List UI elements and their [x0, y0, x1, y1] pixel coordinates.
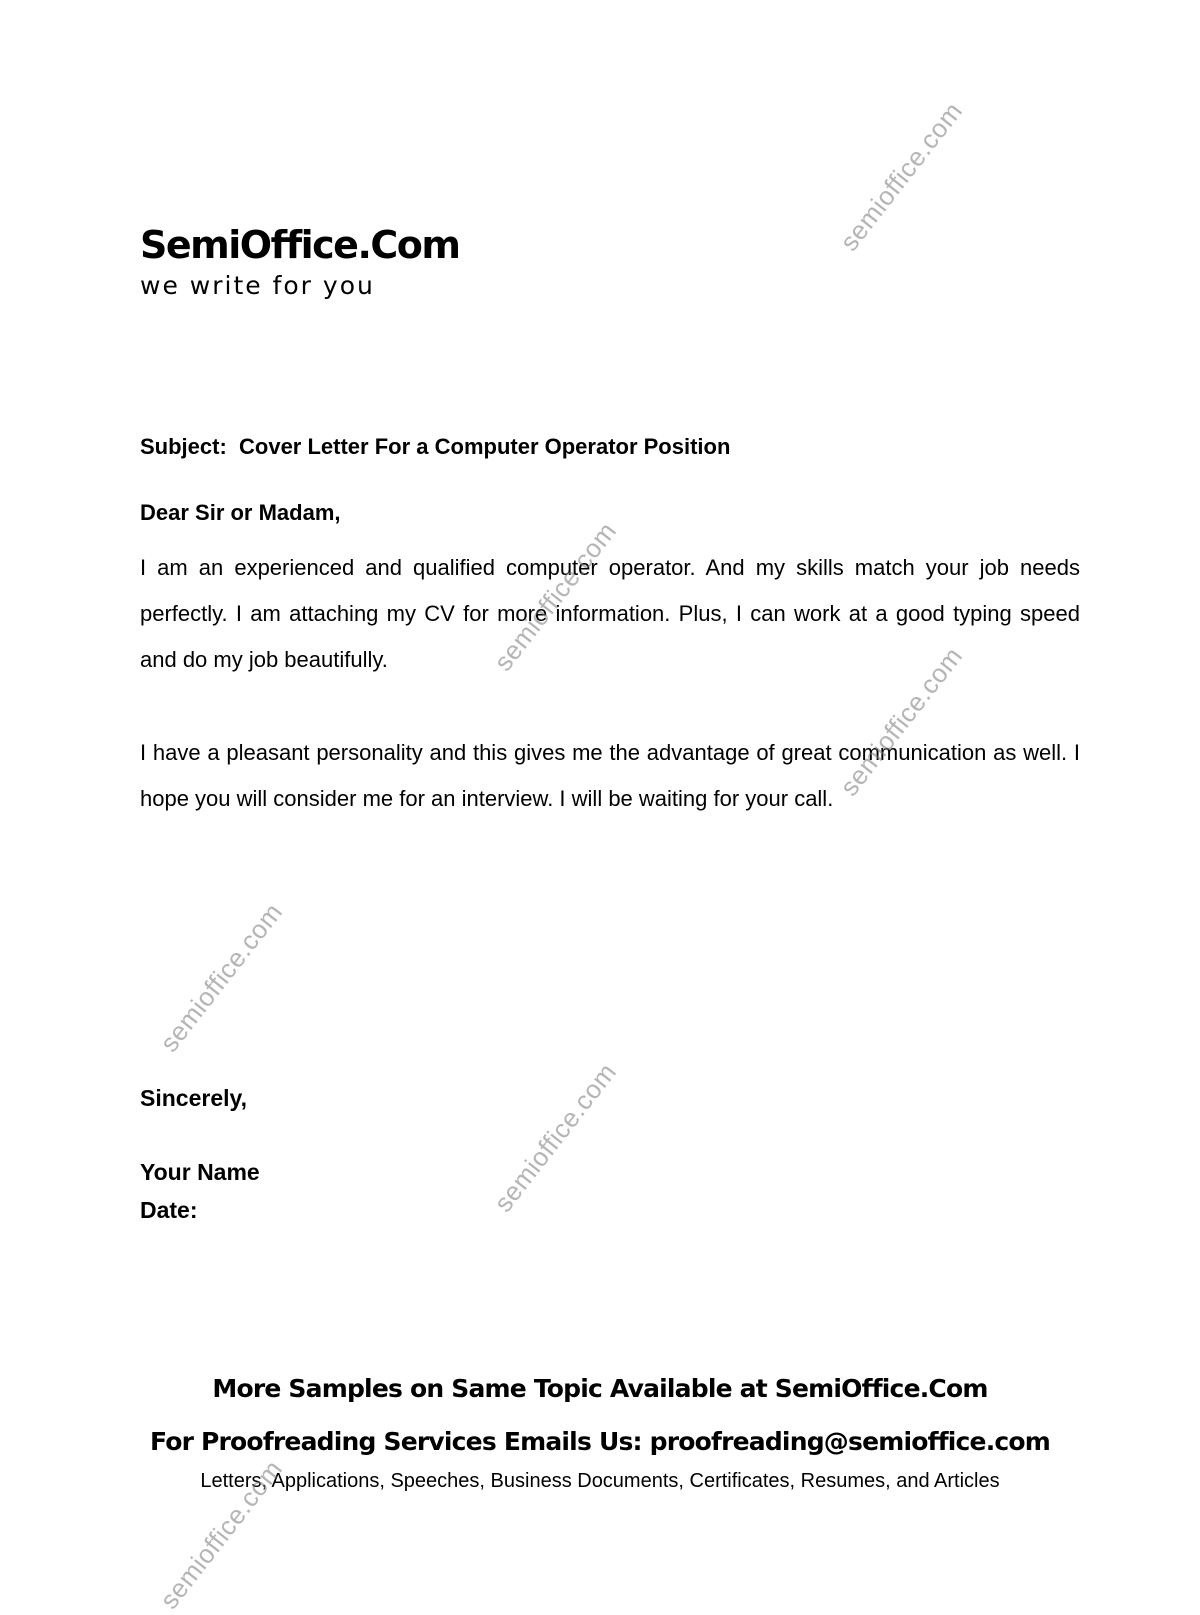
brand-title: SemiOffice.Com: [140, 223, 460, 267]
watermark: semioffice.com: [153, 1454, 289, 1615]
brand-tagline: we write for you: [140, 271, 375, 300]
letter-closing: Sincerely,: [140, 1085, 247, 1111]
letter-paragraph: I am an experienced and qualified computer operator. And my skills match your job needs perfectly. I am attaching my CV for more information. Plus, I can work at a good typing speed and do my job beautifully.: [140, 555, 1080, 672]
footer-proofreading-note: For Proofreading Services Emails Us: proofreading@semioffice.com: [149, 1427, 1051, 1456]
signature-name: Your Name: [140, 1159, 260, 1185]
watermark: semioffice.com: [487, 516, 623, 677]
date-label: Date:: [140, 1197, 198, 1223]
letter-paragraph: I have a pleasant personality and this gives me the advantage of great communication as well. I hope you will consider me for an interview. I will be waiting for your call.: [140, 740, 1080, 811]
footer-categories: Letters, Applications, Speeches, Business Documents, Certificates, Resumes, and Articles: [200, 1470, 1000, 1492]
letter-subject: Subject: Cover Letter For a Computer Operator Position: [140, 434, 731, 459]
watermark: semioffice.com: [833, 641, 969, 802]
footer-samples-note: More Samples on Same Topic Available at SemiOffice.Com: [212, 1374, 988, 1403]
watermark: semioffice.com: [153, 897, 289, 1058]
watermark: semioffice.com: [833, 96, 969, 257]
watermark: semioffice.com: [487, 1057, 623, 1218]
letter-salutation: Dear Sir or Madam,: [140, 500, 341, 525]
